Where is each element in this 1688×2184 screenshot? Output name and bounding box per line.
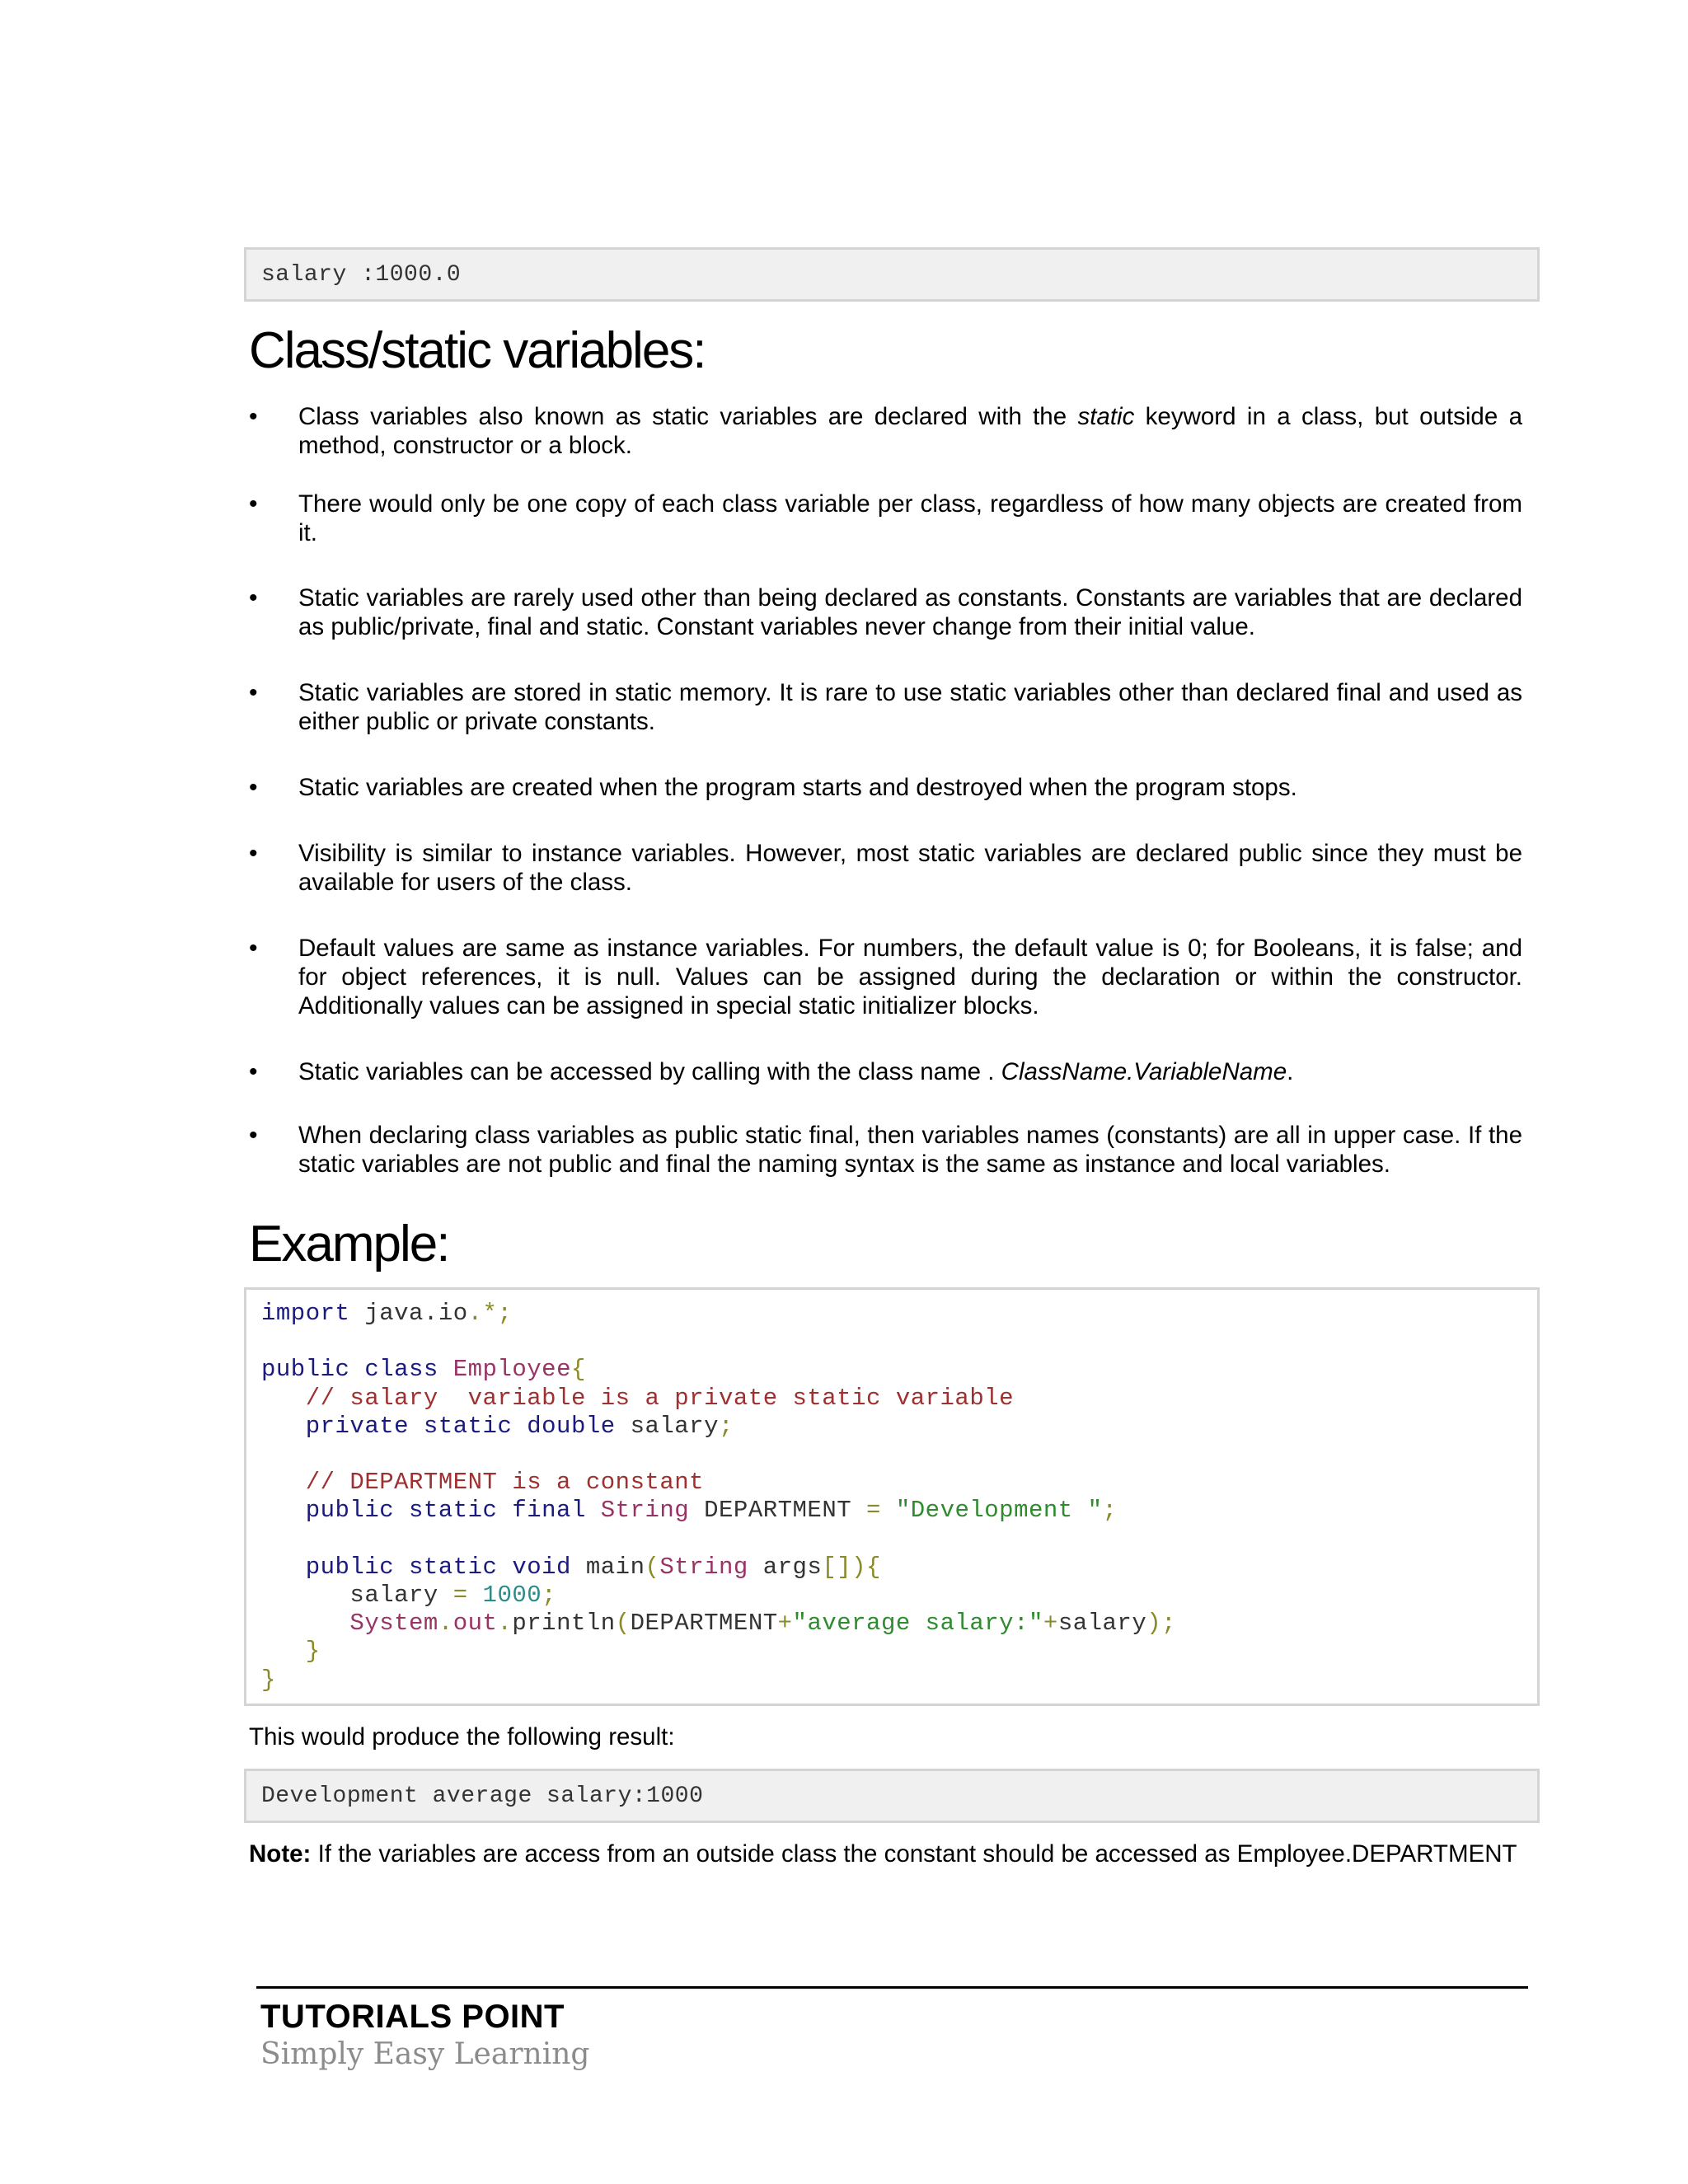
result-intro-text: This would produce the following result:	[249, 1723, 675, 1750]
bullet-item: • Class variables also known as static variables are declared with the static keyword in a class, but outside a method, constructor or a block.	[249, 403, 1522, 459]
bullet-icon: •	[249, 490, 258, 518]
bullet-item: • Static variables are created when the program starts and destroyed when the program stops.	[249, 774, 1297, 801]
code-line: System.out.println(DEPARTMENT+"average salary:"+salary);	[261, 1610, 1177, 1638]
bullet-item: • Static variables are rarely used other than being declared as constants. Constants are variables that are declared as public/private, final and static. Constant variables never change from their initial value.	[249, 584, 1522, 640]
result-output-text: Development average salary:1000	[261, 1783, 704, 1809]
code-line: private static double salary;	[261, 1412, 734, 1440]
bullet-item: • When declaring class variables as public static final, then variables names (constants) are all in upper case. If the static variables are not public and final the naming syntax is the same as instance and local variables.	[249, 1122, 1522, 1178]
code-line: // salary variable is a private static variable	[261, 1384, 1015, 1412]
footer-tagline: Simply Easy Learning	[260, 2037, 590, 2071]
bullet-item: • Static variables can be accessed by calling with the class name . ClassName.VariableName.	[249, 1058, 1294, 1085]
code-line: public static final String DEPARTMENT = "Development ";	[261, 1497, 1118, 1525]
note-paragraph	[249, 1840, 1522, 1868]
code-line: }	[261, 1666, 276, 1694]
code-line	[261, 1328, 1537, 1356]
bullet-item: • Default values are same as instance variables. For numbers, the default value is 0; for Booleans, it is false; and for object references, it is null. Values can be assigned during the declaration or within the constructor. Additionally values can be assigned in special static initializer blocks.	[249, 935, 1522, 1019]
footer-divider	[256, 1986, 1528, 1989]
code-line: salary = 1000;	[261, 1582, 557, 1610]
code-line: public static void main(String args[]){	[261, 1553, 881, 1581]
code-line: import java.io.*;	[261, 1300, 513, 1327]
bullet-icon: •	[249, 935, 258, 962]
section-heading-static-variables: Class/static variables:	[249, 322, 706, 379]
previous-output-text: salary :1000.0	[261, 261, 462, 288]
code-line	[261, 1526, 1537, 1554]
note-text: If the variables are access from an outside class the constant should be accessed as Employee.DEPARTMENT	[311, 1840, 1517, 1868]
code-line: }	[261, 1638, 321, 1666]
code-line: // DEPARTMENT is a constant	[261, 1469, 705, 1497]
bullet-icon: •	[249, 584, 258, 612]
code-block	[244, 1287, 1540, 1706]
bullet-item: • Static variables are stored in static memory. It is rare to use static variables other than declared final and used as either public or private constants.	[249, 679, 1522, 735]
previous-output-block	[244, 247, 1540, 302]
footer-brand: TUTORIALS POINT	[260, 1999, 565, 2035]
bullet-icon: •	[249, 1122, 258, 1149]
bullet-icon: •	[249, 840, 258, 867]
bullet-icon: •	[249, 679, 258, 706]
bullet-item: • There would only be one copy of each class variable per class, regardless of how many objects are created from it.	[249, 490, 1522, 546]
result-output-block	[244, 1769, 1540, 1823]
code-line	[261, 1441, 1537, 1469]
bullet-icon: •	[249, 403, 258, 430]
bullet-item: • Visibility is similar to instance variables. However, most static variables are declared public since they must be available for users of the class.	[249, 840, 1522, 896]
note-label: Note:	[249, 1840, 312, 1868]
bullet-icon: •	[249, 774, 258, 801]
section-heading-example: Example:	[249, 1216, 449, 1272]
bullet-icon: •	[249, 1058, 258, 1085]
code-line: public class Employee{	[261, 1356, 586, 1384]
